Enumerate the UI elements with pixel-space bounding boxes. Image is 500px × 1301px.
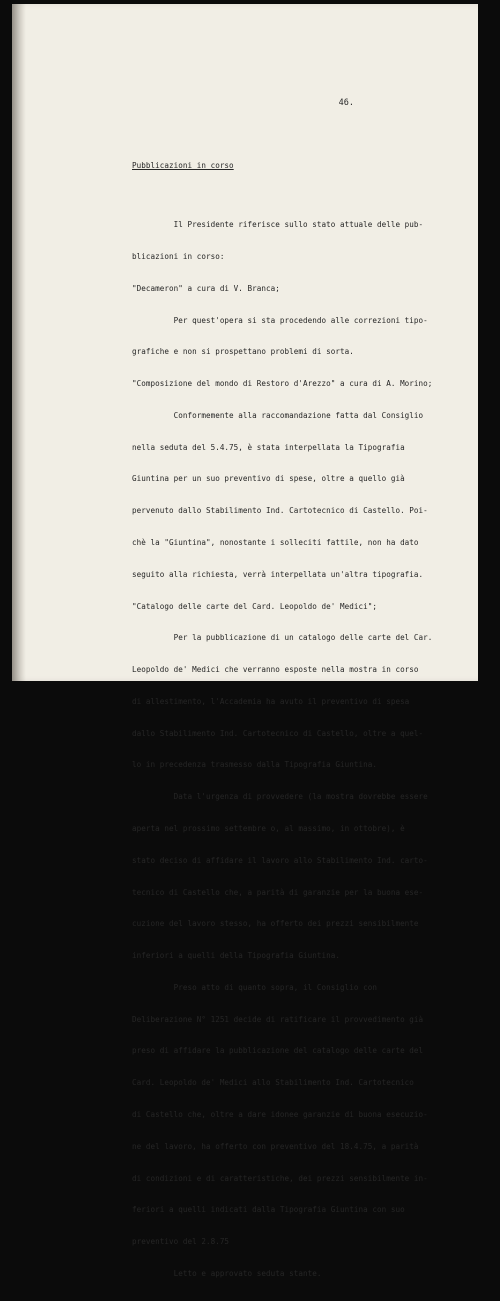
spine-shadow — [12, 4, 26, 681]
line-22: cuzione del lavoro stesso, ha offerto dei prezzi sensibilmente — [132, 919, 419, 929]
line-21: tecnico di Castello che, a parità di garanzie per la buona ese- — [132, 887, 424, 897]
line-17: lo in precedenza trasmesso dalla Tipografia Giuntina. — [132, 760, 377, 770]
line-27: Card. Leopoldo de' Medici allo Stabilimento Ind. Cartotecnico — [132, 1078, 414, 1088]
line-6: Conformemente alla raccomandazione fatta dal Consiglio — [132, 410, 424, 420]
line-30: di condizioni e di caratteristiche, dei prezzi sensibilmente in- — [132, 1173, 428, 1183]
line-8: Giuntina per un suo preventivo di spese, oltre a quello già — [132, 474, 405, 484]
line-18: Data l'urgenza di provvedere (la mostra dovrebbe essere — [132, 792, 428, 802]
line-19: aperta nel prossimo settembre o, al massimo, in ottobre), è — [132, 824, 405, 833]
line-2: "Decameron" a cura di V. Branca; — [132, 283, 280, 293]
line-1: blicazioni in corso: — [132, 251, 225, 261]
line-3: Per quest'opera si sta procedendo alle correzioni tipo- — [132, 315, 428, 325]
line-31: feriori a quelli indicati dalla Tipografia Giuntina con suo — [132, 1205, 405, 1215]
line-32: preventivo del 2.8.75 — [132, 1237, 230, 1247]
section-title: Pubblicazioni in corso — [132, 161, 234, 171]
line-11: seguito alla richiesta, verrà interpellata un'altra tipografia. — [132, 569, 424, 579]
page-number: 46. — [338, 98, 354, 108]
line-23: inferiori a quelli della Tipografia Giuntina. — [132, 951, 340, 961]
line-5: "Composizione del mondo di Restoro d'Arezzo" a cura di A. Morino; — [132, 379, 433, 389]
line-12: "Catalogo delle carte del Card. Leopoldo de' Medici"; — [132, 601, 377, 611]
line-25: Deliberazione N° 1251 decide di ratificare il provvedimento già — [132, 1014, 424, 1024]
line-24: Preso atto di quanto sopra, il Consiglio con — [132, 982, 377, 992]
line-14: Leopoldo de' Medici che verranno esposte nella mostra in corso — [132, 665, 419, 675]
line-10: chè la "Giuntina", nonostante i solleciti fattile, non ha dato — [132, 537, 419, 547]
body-text — [132, 140, 462, 1301]
line-20: stato deciso di affidare il lavoro allo Stabilimento Ind. carto- — [132, 855, 428, 865]
line-16: dallo Stabilimento Ind. Cartotecnico di Castello, oltre a quel- — [132, 728, 424, 738]
line-29: ne del lavoro, ha offerto con preventivo del 18.4.75, a parità — [132, 1141, 419, 1151]
line-9: pervenuto dallo Stabilimento Ind. Cartotecnico di Castello. Poi- — [132, 506, 428, 516]
line-0: Il Presidente riferisce sullo stato attuale delle pub- — [132, 220, 424, 230]
line-15: di allestimento, l'Accademia ha avuto il preventivo di spesa — [132, 696, 410, 706]
line-28: di Castello che, oltre a dare idonee garanzie di buona esecuzio- — [132, 1110, 428, 1120]
document-page — [12, 4, 478, 1278]
line-4: grafiche e non si prospettano problemi di sorta. — [132, 347, 354, 357]
line-26: preso di affidare la pubblicazione del catalogo delle carte del — [132, 1046, 424, 1056]
line-13: Per la pubblicazione di un catalogo delle carte del Car. — [132, 633, 433, 643]
line-33: Letto e approvato seduta stante. — [132, 1268, 322, 1278]
line-7: nella seduta del 5.4.75, è stata interpellata la Tipografia — [132, 442, 405, 452]
title-spacer — [132, 193, 462, 199]
